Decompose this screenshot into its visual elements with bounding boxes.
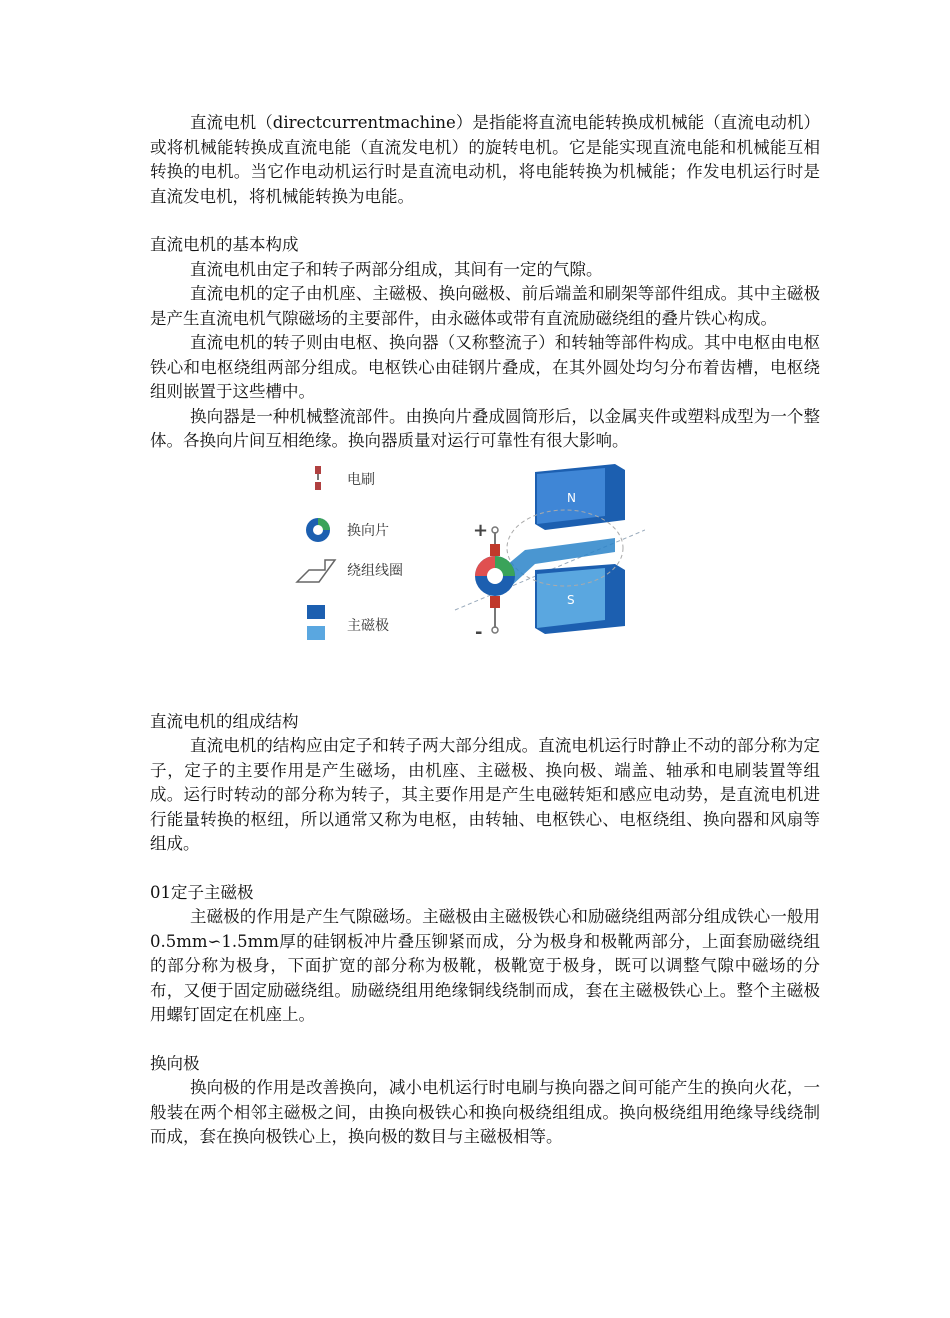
section-heading-composition: 直流电机的组成结构	[150, 711, 299, 731]
paragraph: 直流电机的结构应由定子和转子两大部分组成。直流电机运行时静止不动的部分称为定子，定子的主要作用是产生磁场，由机座、主磁极、换向极、端盖、轴承和电刷装置等组成。运行时转动的部分称为转子，其主要作用是产生电磁转矩和感应电动势，是直流电机进行能量转换的枢纽，所以通常又称为电枢，由转轴、电枢铁心、电枢绕组、换向器和风扇等组成。	[150, 736, 820, 853]
plus-terminal-label: +	[473, 519, 489, 541]
brush-icon	[315, 466, 321, 490]
south-pole-block	[535, 564, 625, 634]
lower-brush	[490, 596, 500, 608]
coil-icon	[297, 560, 335, 582]
upper-brush	[490, 544, 500, 556]
dc-motor-figure	[150, 460, 820, 700]
minus-terminal-label: -	[475, 621, 483, 643]
paragraph: 直流电机的定子由机座、主磁极、换向磁极、前后端盖和刷架等部件组成。其中主磁极是产生直流电机气隙磁场的主要部件，由永磁体或带有直流励磁绕组的叠片铁心构成。	[150, 284, 820, 328]
section-heading-basic-structure: 直流电机的基本构成	[150, 235, 299, 254]
paragraph: 主磁极的作用是产生气隙磁场。主磁极由主磁极铁心和励磁绕组两部分组成铁心一般用0.5mm∽1.5mm厚的硅钢板冲片叠压铆紧而成，分为极身和极靴两部分，上面套励磁绕组的部分称为极身，下面扩宽的部分称为极靴，极靴宽于极身，既可以调整气隙中磁场的分布，又便于固定励磁绕组。励磁绕组用绝缘铜线绕制而成，套在主磁极铁心上。整个主磁极用螺钉固定在机座上。	[150, 907, 820, 1024]
paragraph: 换向器是一种机械整流部件。由换向片叠成圆筒形后，以金属夹件或塑料成型为一个整体。各换向片间互相绝缘。换向器质量对运行可靠性有很大影响。	[150, 406, 820, 450]
commutator-icon	[306, 518, 330, 542]
document-body	[150, 111, 820, 1150]
legend-commutator-label: 换向片	[347, 522, 389, 539]
paragraph: 直流电机由定子和转子两部分组成，其间有一定的气隙。	[190, 259, 603, 279]
paragraph: 直流电机的转子则由电枢、换向器（又称整流子）和转轴等部件构成。其中电枢由电枢铁心和电枢绕组两部分组成。电枢铁心由硅钢片叠成，在其外圆处均匀分布着齿槽，电枢绕组则嵌置于这些槽中。	[150, 333, 820, 401]
main-pole-icon	[307, 605, 325, 640]
legend-coil-label: 绕组线圈	[347, 562, 403, 579]
legend-brush-label: 电刷	[347, 471, 375, 488]
paragraph: 换向极的作用是改善换向，减小电机运行时电刷与换向器之间可能产生的换向火花，一般装在两个相邻主磁极之间，由换向极铁心和换向极绕组组成。换向极绕组用绝缘导线绕制而成，套在换向极铁心上，换向极的数目与主磁极相等。	[150, 1078, 820, 1146]
intro-paragraph: 直流电机（directcurrentmachine）是指能将直流电能转换成机械能（直流电动机）或将机械能转换成直流电能（直流发电机）的旋转电机。它是能实现直流电能和机械能互相转换的电机。当它作电动机运行时是直流电动机，将电能转换为机械能；作发电机运行时是直流发电机，将机械能转换为电能。	[150, 113, 820, 206]
commutator	[475, 556, 515, 596]
pole-n-label: N	[567, 490, 576, 505]
dc-motor-diagram	[285, 460, 645, 670]
pole-s-label: S	[567, 592, 575, 607]
section-heading-commutating-pole: 换向极	[150, 1053, 200, 1073]
legend-main-pole-label: 主磁极	[347, 617, 389, 634]
north-pole-block	[535, 464, 625, 530]
section-heading-main-pole: 01定子主磁极	[150, 882, 254, 902]
